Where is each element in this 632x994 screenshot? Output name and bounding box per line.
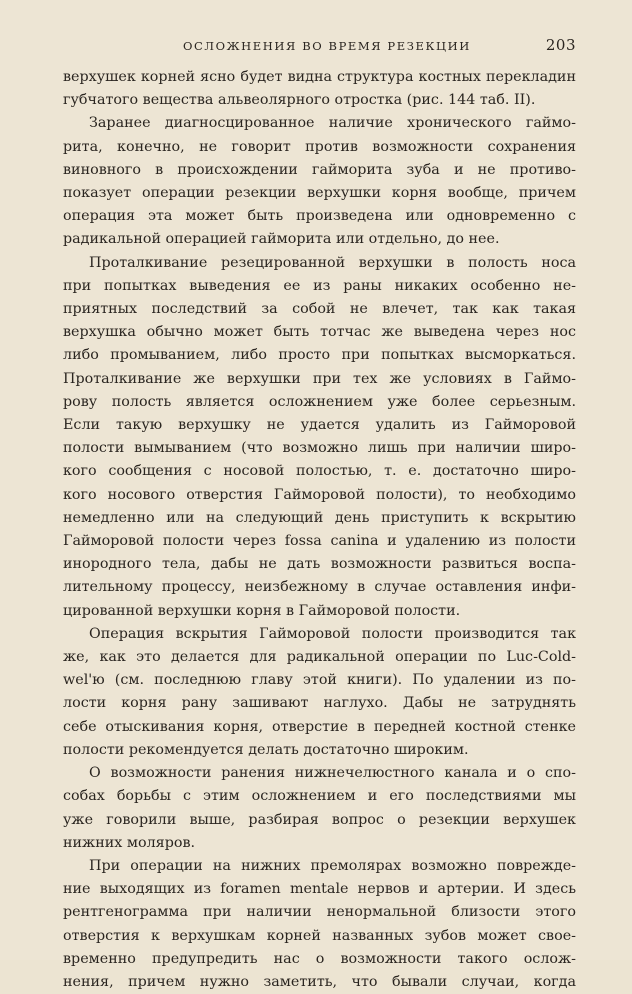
text-line: рентгенограмма при наличии ненормальной близости этого — [63, 904, 576, 921]
text-line: кого сообщения с носовой полостью, т. е. достаточно широ- — [63, 463, 576, 480]
text-line: Если такую верхушку не удается удалить из Гайморовой — [63, 417, 576, 434]
text-line: Операция вскрытия Гайморовой полости производится так — [89, 625, 576, 642]
text-line: временно предупредить нас о возможности такого ослож- — [63, 950, 576, 967]
text-line: радикальной операцией гайморита или отдельно, до нее. — [63, 231, 500, 248]
text-line: О возможности ранения нижнечелюстного канала и о спо- — [89, 765, 576, 782]
text-line: Заранее диагносцированное наличие хронического гаймо- — [89, 115, 576, 132]
text-line: нижних моляров. — [63, 834, 196, 851]
text-line: wel'ю (см. последнюю главу этой книги). По удалении из по- — [63, 672, 576, 689]
text-line: себе отыскивания корня, отверстие в передней костной стенке — [63, 718, 576, 735]
text-line: собах борьбы с этим осложнением и его последствиями мы — [63, 788, 576, 805]
text-line: отверстия к верхушкам корней названных зубов может свое- — [63, 927, 576, 944]
text-line: верхушка обычно может быть тотчас же выведена через нос — [63, 324, 576, 341]
page-number: 203 — [545, 36, 576, 54]
text-line: Проталкивание же верхушки при тех же условиях в Гаймо- — [63, 370, 576, 387]
paragraph — [63, 66, 576, 112]
paragraph — [63, 252, 576, 623]
text-line: полости вымыванием (что возможно лишь при наличии широ- — [63, 440, 576, 457]
text-line: кого носового отверстия Гайморовой полости), то необходимо — [63, 486, 576, 503]
text-line: нения, причем нужно заметить, что бывали случаи, когда — [63, 973, 576, 990]
paragraph — [63, 623, 576, 762]
text-line: при попытках выведения ее из раны никаких особенно не- — [63, 277, 576, 294]
paragraph — [63, 855, 576, 994]
text-line: лости корня рану зашивают наглухо. Дабы не затруднять — [63, 695, 576, 712]
paragraph — [63, 112, 576, 251]
text-line: же, как это делается для радикальной операции по Luc-Cold- — [63, 649, 576, 666]
running-title: ОСЛОЖНЕНИЯ ВО ВРЕМЯ РЕЗЕКЦИИ — [183, 39, 471, 53]
paragraph — [63, 762, 576, 855]
text-line: ние выходящих из foramen mentale нервов и артерии. И здесь — [63, 881, 576, 898]
body-text — [63, 66, 576, 994]
text-line: лительному процессу, неизбежному в случае оставления инфи- — [63, 579, 576, 596]
page-header — [63, 36, 576, 66]
text-line: полости рекомендуется делать достаточно широким. — [63, 741, 469, 758]
text-line: Гайморовой полости через fossa canina и удалению из полости — [63, 533, 576, 550]
text-line: инородного тела, дабы не дать возможности развиться воспа- — [63, 556, 576, 573]
text-line: показует операции резекции верхушки корня вообще, причем — [63, 185, 576, 202]
text-line: цированной верхушки корня в Гайморовой полости. — [63, 602, 461, 619]
text-line: операция эта может быть произведена или одновременно с — [63, 208, 576, 225]
text-line: При операции на нижних премолярах возможно поврежде- — [89, 857, 576, 874]
text-line: верхушек корней ясно будет видна структура костных перекладин — [63, 69, 576, 85]
text-line: уже говорили выше, разбирая вопрос о резекции верхушек — [63, 811, 576, 828]
text-line: губчатого вещества альвеолярного отростка (рис. 144 таб. II). — [63, 92, 536, 109]
text-line: приятных последствий за собой не влечет, так как такая — [63, 301, 576, 318]
text-line: виновного в происхождении гайморита зуба и не противо- — [63, 161, 576, 178]
text-line: немедленно или на следующий день приступить к вскрытию — [63, 509, 576, 526]
text-line: рову полость является осложнением уже более серьезным. — [63, 393, 576, 410]
text-line: рита, конечно, не говорит против возможности сохранения — [63, 138, 576, 155]
text-line: либо промыванием, либо просто при попытках высморкаться. — [63, 347, 576, 364]
text-line: Проталкивание резецированной верхушки в полость носа — [89, 254, 576, 271]
